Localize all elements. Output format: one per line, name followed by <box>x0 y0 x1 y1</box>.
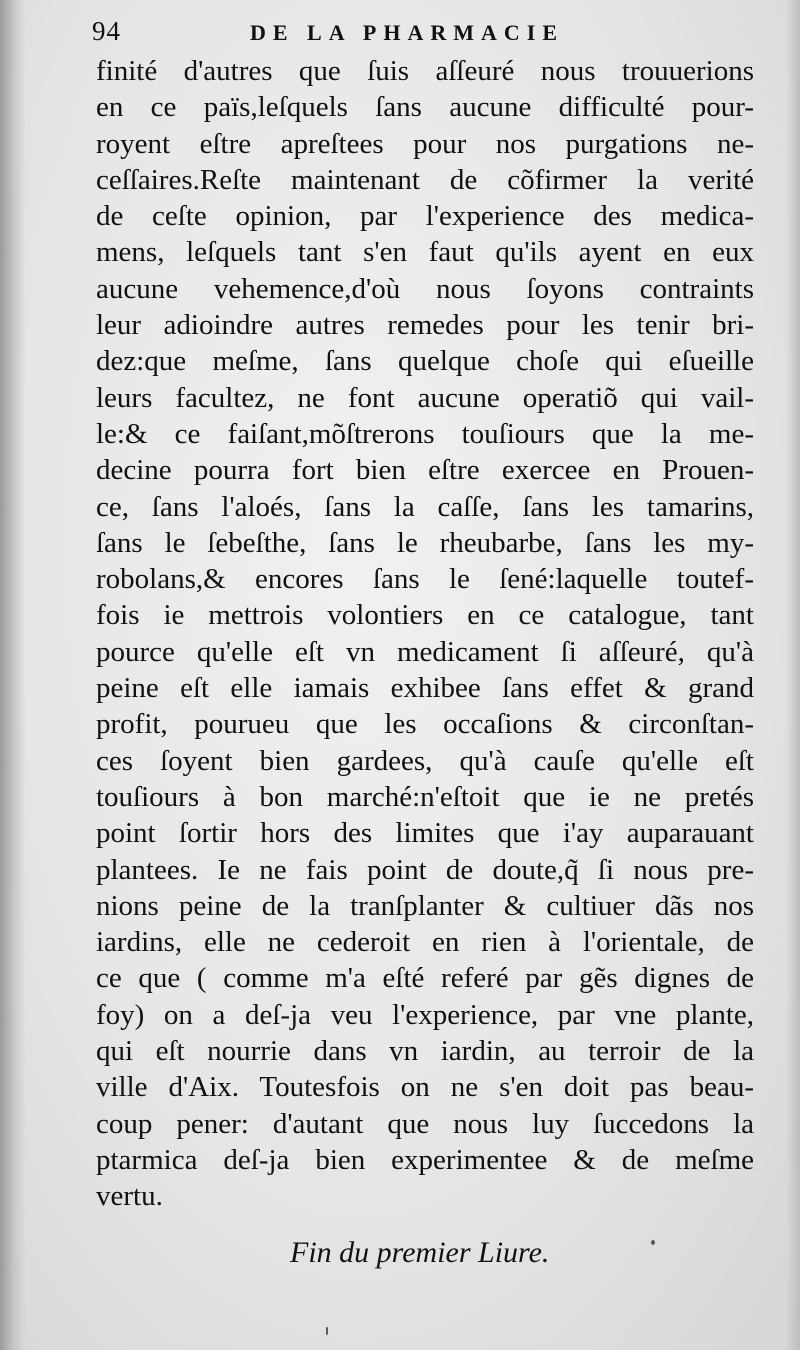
text-line: ſans le ſebeſthe, ſans le rheubarbe, ſans les my- <box>96 526 754 559</box>
ink-speck <box>651 1240 655 1245</box>
text-line: profit, pourueu que les occaſions & circonſtan- <box>96 708 754 741</box>
text-line: leur adioindre autres remedes pour les tenir bri- <box>96 309 754 342</box>
page-gutter-shadow <box>0 0 26 1350</box>
text-line: robolans,& encores ſans le ſené:laquelle toutef- <box>96 563 754 596</box>
text-line: aucune vehemence,d'où nous ſoyons contraints <box>96 272 754 305</box>
text-line: decine pourra fort bien eſtre exercee en Prouen- <box>96 454 754 487</box>
text-line: vertu. <box>96 1180 163 1213</box>
text-line: en ce païs,leſquels ſans aucune difficulté pour- <box>96 91 754 124</box>
text-line: peine eſt elle iamais exhibee ſans effet & grand <box>96 672 754 705</box>
text-line: leurs facultez, ne font aucune operatiõ qui vail- <box>96 381 754 414</box>
text-line: ceſſaires.Reſte maintenant de cõfirmer la verité <box>96 163 754 196</box>
text-line: plantees. Ie ne fais point de doute,q̃ ſi nous pre- <box>96 853 754 886</box>
ink-speck <box>326 1327 328 1335</box>
text-line: ce que ( comme m'a eſté referé par gẽs dignes de <box>96 962 754 995</box>
text-line: nions peine de la tranſplanter & cultiuer dãs nos <box>96 889 754 922</box>
running-head: DE LA PHARMACIE <box>250 20 565 45</box>
text-line: point ſortir hors des limites que i'ay auparauant <box>96 817 754 850</box>
text-line: pource qu'elle eſt vn medicament ſi aſſeuré, qu'à <box>96 635 754 668</box>
page-edge-shadow <box>786 0 800 1350</box>
text-line: coup pener: d'autant que nous luy ſuccedons la <box>96 1107 754 1140</box>
text-line: iardins, elle ne cederoit en rien à l'orientale, de <box>96 926 754 959</box>
page-header <box>90 14 770 54</box>
text-line: qui eſt nourrie dans vn iardin, au terroir de la <box>96 1035 754 1068</box>
text-line: foy) on a deſ-ja veu l'experience, par vne plante, <box>96 998 754 1031</box>
page-number: 94 <box>92 16 121 46</box>
text-line: mens, leſquels tant s'en faut qu'ils ayent en eux <box>96 236 754 269</box>
text-line: royent eſtre apreſtees pour nos purgations ne- <box>96 127 754 160</box>
text-line: ptarmica deſ-ja bien experimentee & de meſme <box>96 1143 754 1176</box>
body-text-block <box>96 53 754 1215</box>
colophon: Fin du premier Liure. <box>290 1236 550 1269</box>
text-line: de ceſte opinion, par l'experience des medica- <box>96 200 754 233</box>
text-line: le:& ce faiſant,mõſtrerons touſiours que la me- <box>96 417 754 450</box>
text-line: finité d'autres que ſuis aſſeuré nous trouuerions <box>96 55 754 87</box>
text-line: ces ſoyent bien gardees, qu'à cauſe qu'elle eſt <box>96 744 754 777</box>
text-line: dez:que meſme, ſans quelque choſe qui eſueille <box>96 345 754 378</box>
text-line: touſiours à bon marché:n'eſtoit que ie ne pretés <box>96 780 754 813</box>
text-line: fois ie mettrois volontiers en ce catalogue, tant <box>96 599 754 632</box>
text-line: ce, ſans l'aloés, ſans la caſſe, ſans les tamarins, <box>96 490 754 523</box>
text-line: ville d'Aix. Toutesfois on ne s'en doit pas beau- <box>96 1071 754 1104</box>
